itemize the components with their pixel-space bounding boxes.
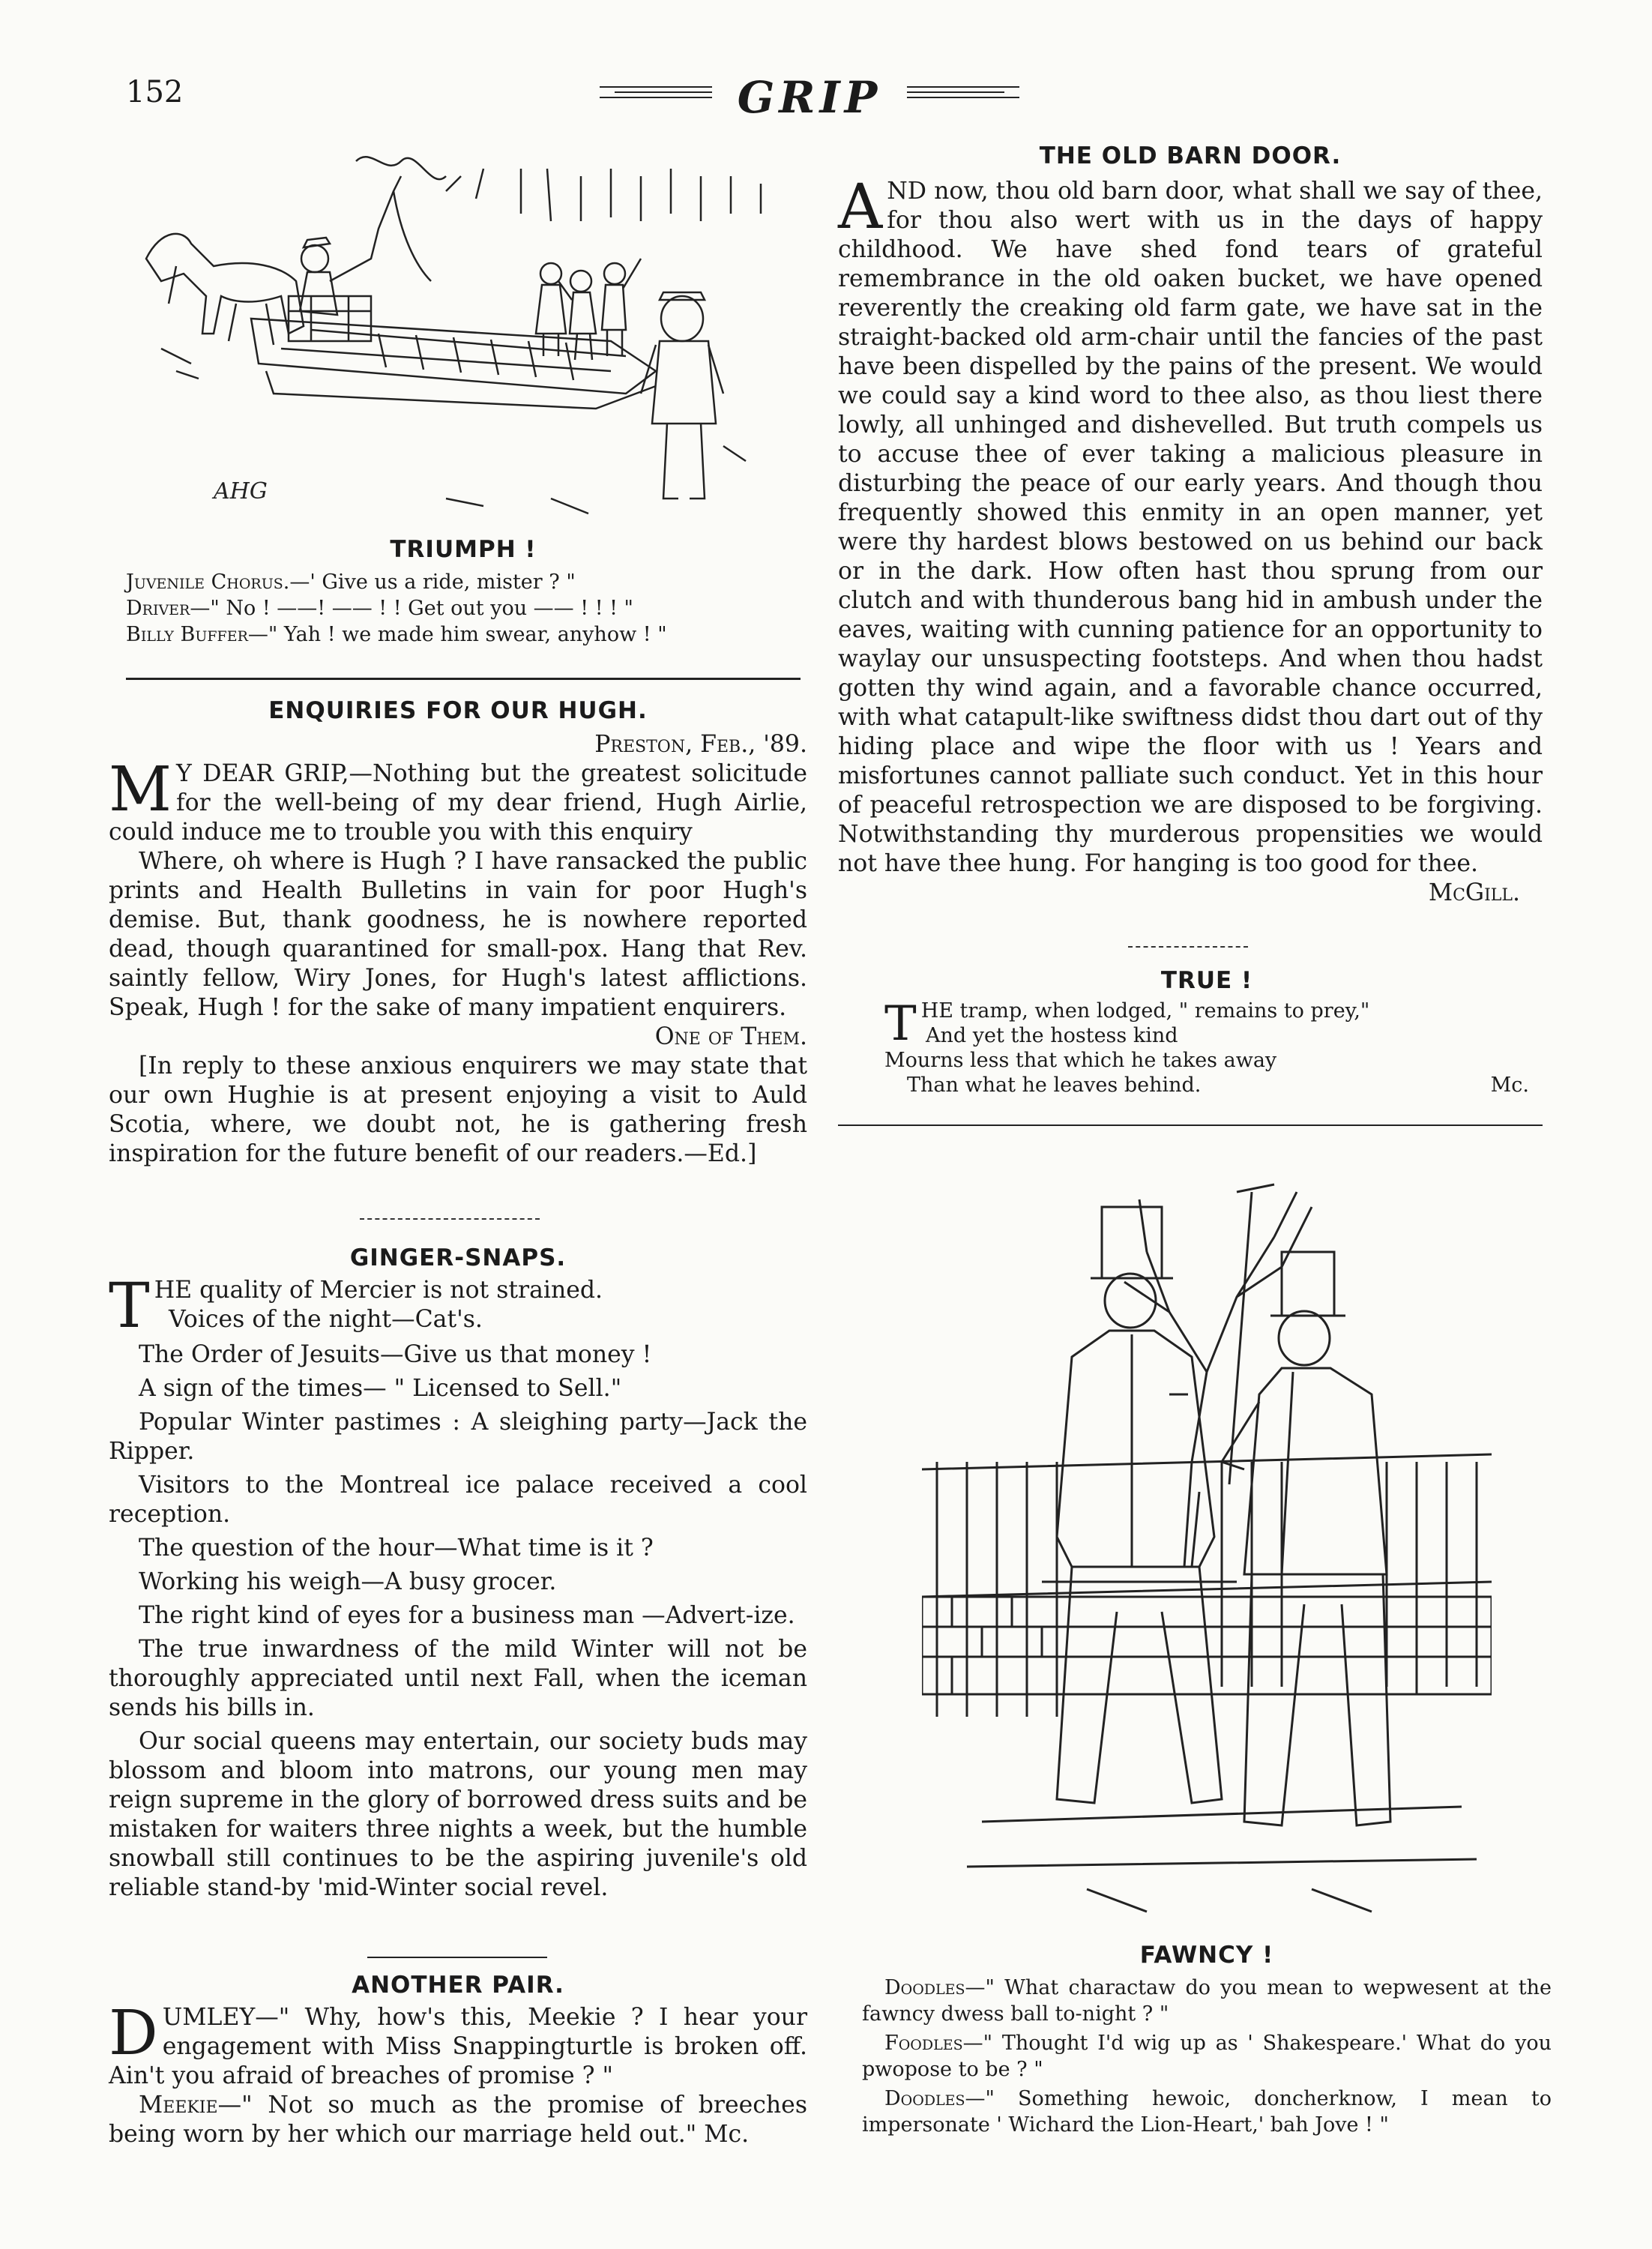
masthead: [570, 72, 1049, 124]
artist-mark: AHG: [214, 478, 268, 505]
true-poem: [884, 996, 1529, 1098]
caption-line-1: Doodles—" What charactaw do you mean to wepwesent at the fawncy dwess ball to-night ? ": [862, 1976, 1552, 2026]
ginger-line-first: HE quality of Mercier is not strained.: [154, 1277, 603, 1304]
enquiries-para-2: Where, oh where is Hugh ? I have ransacked the public prints and Health Bulletins in vain for poor Hugh's demise. But, thank goodness, he is nowhere reported dead, though quarantined for small-pox. Hang that Rev. saintly fellow, Wiry Jones, for Hugh's latest afflictions. Speak, Hugh ! for the sake of many impatient enquirers. One of Them.: [109, 848, 807, 1050]
ginger-item: Working his weigh—A busy grocer.: [139, 1568, 557, 1595]
ginger-item: Our social queens may entertain, our society buds may blossom and bloom into matrons, our young men may reign supreme in the glory of borrowed dress suits and be mistaken for waiters three nights a week, but the humble snowball still continues to be the aspiring juvenile's old reliable stand-by 'mid-Winter social revel.: [109, 1728, 807, 1901]
true-section: [884, 967, 1529, 1098]
fawncy-heading: FAWNCY !: [1139, 1942, 1274, 1969]
divider: [360, 1218, 540, 1220]
masthead-rule-left: [600, 82, 712, 112]
barn-door-body: [838, 172, 1543, 906]
triumph-heading: TRIUMPH !: [390, 536, 537, 563]
caption-line-2: Driver—" No ! ——! —— ! ! Get out you —— ! ! ! ": [126, 597, 633, 620]
ginger-item: The question of the hour—What time is it ?: [139, 1535, 654, 1562]
drop-cap: M: [109, 754, 172, 825]
masthead-rule-right: [907, 82, 1019, 112]
fawncy-section: [862, 1942, 1552, 2138]
divider: [838, 1124, 1543, 1126]
true-heading: TRUE !: [1160, 967, 1253, 994]
enquiries-para-1: Y DEAR GRIP,—Nothing but the greatest solicitude for the well-being of my dear friend, Hugh Airlie, could induce me to trouble you with this enquiry: [109, 760, 807, 846]
ginger-item: The right kind of eyes for a business man —Advert-ize.: [139, 1602, 795, 1629]
barn-door-heading: THE OLD BARN DOOR.: [1039, 142, 1342, 169]
drop-cap: T: [884, 996, 917, 1052]
drop-cap: T: [109, 1271, 150, 1342]
enquiries-heading: ENQUIRIES FOR OUR HUGH.: [268, 697, 648, 724]
ginger-item: A sign of the times— " Licensed to Sell.": [139, 1375, 622, 1402]
editor-note: [In reply to these anxious enquirers we may state that our own Hughie is at present enjoying a visit to Auld Scotia, where, we doubt not, he is gathering fresh inspiration for the future benefit of our readers.—Ed.]: [109, 1053, 807, 1167]
enquiries-signature: One of Them.: [654, 1023, 807, 1050]
masthead-title: GRIP: [737, 72, 882, 123]
barn-door-signature: McGill.: [1428, 879, 1520, 906]
another-signature: Mc.: [704, 2121, 750, 2148]
another-para-1: UMLEY—" Why, how's this, Meekie ? I hear your engagement with Miss Snappingturtle is broken off. Ain't you afraid of breaches of promise ? ": [109, 2004, 807, 2089]
another-pair-heading: ANOTHER PAIR.: [352, 1972, 564, 1999]
ginger-section: [109, 1244, 807, 1903]
true-signature: Mc.: [1490, 1074, 1529, 1097]
divider: [367, 1957, 547, 1958]
divider: [1128, 946, 1248, 948]
triumph-section: [126, 536, 801, 648]
poem-line: Mourns less that which he takes away: [884, 1049, 1277, 1072]
ginger-heading: GINGER-SNAPS.: [349, 1244, 567, 1271]
ginger-item: The true inwardness of the mild Winter will not be thoroughly appreciated until next Fall, when the iceman sends his bills in.: [109, 1636, 807, 1721]
fawncy-caption: [862, 1975, 1552, 2138]
enquiries-body: [109, 754, 807, 1169]
another-para-2: Meekie—" Not so much as the promise of breeches being worn by her which our marriage held out." Mc.: [109, 2092, 807, 2148]
drop-cap: A: [838, 172, 883, 243]
barn-door-text: ND now, thou old barn door, what shall we say of thee, for thou also wert with us in the days of happy childhood. We have shed fond tears of grateful remembrance in the old oaken bucket, we have opened reverently the creaking old farm gate, we have sat in the straight-backed old arm-chair until the fancies of the past have been dispelled by the pains of the present. We would we could say a kind word to thee also, as thou liest there lowly, all unhinged and dishevelled. But truth compels us to accuse thee of ever taking a malicious pleasure in disturbing the peace of our early years. And though thou frequently showed this enmity in an open manner, yet were thy hardest blows bestowed on us behind our back or in the dark. How often hast thou sprung from our clutch and with thunderous bang hid in ambush under the eaves, waiting with cunning patience for an opportunity to waylay our unsuspecting footsteps. And when thou hadst gotten thy wind again, and a favorable chance occurred, with what catapult-like swiftness didst thou dart out of thy hiding place and wipe the floor with us ! Years and misfortunes cannot palliate such conduct. Yet in this hour of peaceful retrospection we are disposed to be forgiving. Notwithstanding thy murderous propensities we would not have thee hung. For hanging is too good for thee.: [838, 178, 1543, 877]
poem-line: HE tramp, when lodged, " remains to prey,": [920, 999, 1370, 1023]
drop-cap: D: [109, 1998, 158, 2069]
another-pair-section: [109, 1972, 807, 2149]
page-number: 152: [126, 75, 184, 109]
divider: [126, 678, 801, 680]
ginger-item: The Order of Jesuits—Give us that money !: [139, 1341, 652, 1368]
barn-door-section: [838, 142, 1543, 908]
enquiries-dateline: Preston, Feb., '89.: [594, 731, 807, 758]
ginger-line-second: Voices of the night—Cat's.: [169, 1306, 483, 1333]
ginger-item: Popular Winter pastimes : A sleighing party—Jack the Ripper.: [109, 1409, 807, 1465]
triumph-illustration: [131, 146, 791, 536]
ginger-item: Visitors to the Montreal ice palace received a cool reception.: [109, 1472, 807, 1528]
ginger-body: [109, 1271, 807, 1903]
caption-line-3: Billy Buffer—" Yah ! we made him swear, anyhow ! ": [126, 623, 667, 646]
enquiries-section: [109, 697, 807, 1169]
triumph-caption: [126, 569, 801, 648]
poem-line: And yet the hostess kind: [926, 1024, 1178, 1047]
poem-line: Than what he leaves behind. Mc.: [907, 1074, 1529, 1097]
caption-line-1: Juvenile Chorus.—' Give us a ride, mister ? ": [126, 570, 576, 594]
fawncy-illustration: [922, 1147, 1492, 1927]
caption-line-3: Doodles—" Something hewoic, doncherknow, I mean to impersonate ' Wichard the Lion-Heart,' bah Jove ! ": [862, 2087, 1552, 2137]
another-pair-body: [109, 1998, 807, 2149]
caption-line-2: Foodles—" Thought I'd wig up as ' Shakespeare.' What do you pwopose to be ? ": [862, 2032, 1552, 2081]
